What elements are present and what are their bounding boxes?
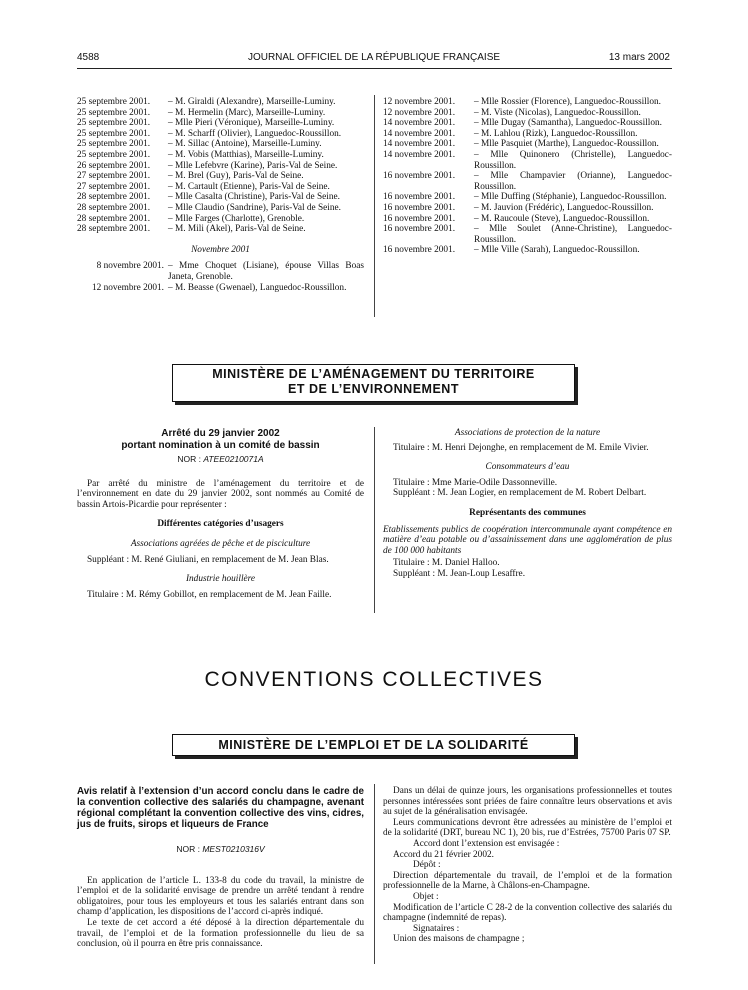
- nomination-date: 25 septembre 2001.: [77, 149, 151, 160]
- titulaire-dejonghe: Titulaire : M. Henri Dejonghe, en remplacement de M. Emile Vivier.: [393, 442, 649, 453]
- subheading-nature: Associations de protection de la nature: [454, 428, 601, 438]
- avis-paragraph-2: Le texte de cet accord a été déposé à la direction départementale du travail, de l’emploi et de la formation professionnelle du lieu de sa conclusion, où il pourra en être pris connaissance.: [77, 917, 364, 950]
- avis-nor: NOR : MEST0210316V: [176, 844, 265, 854]
- nomination-text: – M. Sillac (Antoine), Marseille-Luminy.: [168, 139, 322, 150]
- nomination-date: 12 novembre 2001.: [91, 282, 164, 293]
- nomination-text: – Mlle Dugay (Samantha), Languedoc-Roussillon.: [474, 118, 662, 129]
- nomination-date: 16 novembre 2001.: [383, 213, 456, 224]
- nomination-entry: [77, 150, 364, 161]
- nomination-text: – M. Raucoule (Steve), Languedoc-Roussillon.: [474, 213, 650, 224]
- journal-title: JOURNAL OFFICIEL DE LA RÉPUBLIQUE FRANÇAISE: [247, 52, 501, 63]
- avis-title: Avis relatif à l’extension d’un accord conclu dans le cadre de la convention collective des salariés du champagne, avenant régional complétant la convention collective des vins, cidres, jus de fruits, sirops et liqueurs de France: [77, 786, 364, 830]
- nomination-date: 14 novembre 2001.: [383, 118, 456, 129]
- arrete-nor: NOR : ATEE0210071A: [177, 454, 264, 464]
- avis-signataire-1: Union des maisons de champagne ;: [393, 934, 525, 945]
- subheading-consommateurs: Consommateurs d’eau: [485, 462, 570, 473]
- nomination-text: – Mme Choquet (Lisiane), épouse Villas Boas Janeta, Grenoble.: [168, 261, 364, 282]
- page-number: 4588: [77, 52, 100, 63]
- nomination-text: – M. Hermelin (Marc), Marseille-Luminy.: [168, 107, 326, 118]
- avis-communications: Leurs communications devront être adressées au ministère de l’emploi et de la solidarité (DRT, bureau NC 1), 20 bis, rue d’Estrées, 75700 Paris 07 SP.: [383, 817, 672, 839]
- nomination-date: 26 septembre 2001.: [77, 160, 151, 171]
- nomination-date: 14 novembre 2001.: [383, 139, 456, 150]
- nomination-text: – M. Viste (Nicolas), Languedoc-Roussillon.: [474, 107, 641, 118]
- suppleant-lesaffre: Suppléant : M. Jean-Loup Lesaffre.: [393, 568, 526, 579]
- nomination-date: 28 septembre 2001.: [77, 202, 151, 213]
- nomination-text: – M. Lahlou (Rizk), Languedoc-Roussillon.: [474, 128, 638, 139]
- avis-signataires-label: Signataires :: [413, 923, 460, 934]
- nomination-date: 14 novembre 2001.: [383, 128, 456, 139]
- nomination-text: – Mlle Duffing (Stéphanie), Languedoc-Roussillon.: [474, 192, 667, 203]
- avis-paragraph-1: En application de l’article L. 133-8 du code du travail, la ministre de l’emploi et de la solidarité envisage de prendre un arrêté tendant à rendre obligatoires, pour tous les employeurs et tous les salariés entrant dans son champ d’application, les dispositions de l’accord ci-après indiqué.: [77, 875, 364, 918]
- conventions-collectives-title: CONVENTIONS COLLECTIVES: [204, 668, 544, 691]
- nomination-entry: [383, 150, 672, 171]
- nomination-entry: [383, 245, 672, 256]
- titulaire-halloo: Titulaire : M. Daniel Halloo.: [393, 558, 500, 569]
- nomination-date: 16 novembre 2001.: [383, 224, 456, 235]
- nomination-date: 16 novembre 2001.: [383, 171, 456, 182]
- nomination-text: – Mlle Champavier (Orianne), Languedoc-Roussillon.: [474, 171, 672, 192]
- nomination-entry: [383, 192, 672, 203]
- nomination-date: 28 septembre 2001.: [77, 224, 151, 235]
- nomination-date: 8 novembre 2001.: [96, 261, 164, 272]
- nomination-date: 16 novembre 2001.: [383, 245, 456, 256]
- avis-delai: Dans un délai de quinze jours, les organisations professionnelles et toutes personnes intéressées sont priées de faire connaître leurs observations et avis au sujet de la généralisation envisagée.: [383, 786, 672, 818]
- nomination-entry: [383, 97, 672, 108]
- nomination-date: 16 novembre 2001.: [383, 202, 456, 213]
- avis-objet-text: Modification de l’article C 28-2 de la convention collective des salariés du champagne (indemnité de repas).: [383, 902, 672, 924]
- nomination-entry: [77, 161, 364, 172]
- nomination-entry: [383, 108, 672, 119]
- ministry-line-2: ET DE L’ENVIRONNEMENT: [288, 382, 459, 396]
- nomination-entry: [77, 214, 364, 225]
- nomination-entry: [77, 192, 364, 203]
- nomination-entry: [383, 118, 672, 129]
- nomination-entry: [77, 261, 364, 282]
- column-divider: [374, 427, 375, 613]
- nomination-text: – Mlle Farges (Charlotte), Grenoble.: [168, 213, 305, 224]
- nomination-entry: [383, 171, 672, 192]
- nomination-text: – Mlle Quinonero (Christelle), Languedoc-Roussillon.: [474, 149, 672, 171]
- nomination-date: 14 novembre 2001.: [383, 149, 456, 160]
- nomination-date: 28 septembre 2001.: [77, 192, 151, 203]
- issue-date: 13 mars 2002: [608, 52, 670, 63]
- nomination-text: – Mlle Pieri (Véronique), Marseille-Luminy.: [168, 118, 335, 129]
- subheading-peche: Associations agréées de pêche et de pisciculture: [130, 538, 311, 549]
- nomination-entry: [77, 108, 364, 119]
- nomination-entry: [383, 139, 672, 150]
- nomination-text: – M. Cartault (Etienne), Paris-Val de Seine.: [168, 181, 330, 192]
- arrete-intro: Par arrêté du ministre de l’aménagement du territoire et de l’environnement en date du 29 janvier 2002, sont nommés au Comité de bassin Artois-Picardie pour représenter :: [77, 478, 364, 510]
- nomination-entry: [383, 129, 672, 140]
- nomination-date: 12 novembre 2001.: [383, 107, 456, 118]
- avis-depot-label: Dépôt :: [413, 860, 441, 871]
- titulaire-gobillot: Titulaire : M. Rémy Gobillot, en remplacement de M. Jean Faille.: [87, 589, 332, 600]
- avis-accord-date: Accord du 21 février 2002.: [393, 849, 494, 860]
- nomination-date: 27 septembre 2001.: [77, 181, 151, 192]
- nomination-text: – Mlle Casalta (Christine), Paris-Val de Seine.: [168, 192, 340, 203]
- suppleant-logier: Suppléant : M. Jean Logier, en remplacement de M. Robert Delbart.: [393, 488, 647, 499]
- ministry-emploi-title: MINISTÈRE DE L’EMPLOI ET DE LA SOLIDARITÉ: [218, 738, 529, 752]
- subheading-houillere: Industrie houillère: [185, 574, 256, 585]
- nominations-right-column: [383, 97, 672, 256]
- nomination-date: 16 novembre 2001.: [383, 192, 456, 203]
- nomination-text: – M. Brel (Guy), Paris-Val de Seine.: [168, 171, 304, 182]
- nomination-date: 12 novembre 2001.: [383, 97, 456, 107]
- nomination-text: – M. Jauvion (Frédéric), Languedoc-Roussillon.: [474, 202, 654, 213]
- nomination-entry: [77, 182, 364, 193]
- ministry-emploi-box: [172, 734, 575, 756]
- nomination-text: – M. Scharff (Olivier), Languedoc-Roussillon.: [168, 128, 342, 139]
- avis-right-column: [383, 786, 672, 945]
- nomination-text: – M. Giraldi (Alexandre), Marseille-Luminy.: [168, 97, 336, 107]
- nomination-entry: [77, 224, 364, 235]
- nomination-entry: [77, 171, 364, 182]
- nominations-left-column: [77, 97, 364, 293]
- nomination-entry: [77, 118, 364, 129]
- nomination-entry: [383, 203, 672, 214]
- column-divider: [374, 95, 375, 317]
- arrete-right-column: [383, 428, 672, 580]
- nomination-text: – M. Vobis (Matthias), Marseille-Luminy.: [168, 149, 324, 160]
- arrete-subtitle: portant nomination à un comité de bassin: [121, 439, 320, 451]
- avis-depot-text: Direction départementale du travail, de l’emploi et de la formation professionnelle de la Marne, à Châlons-en-Champagne.: [383, 870, 672, 892]
- nomination-date: 25 septembre 2001.: [77, 139, 151, 150]
- nomination-text: – Mlle Rossier (Florence), Languedoc-Roussillon.: [474, 97, 661, 107]
- suppleant-giuliani: Suppléant : M. René Giuliani, en remplacement de M. Jean Blas.: [87, 554, 329, 565]
- nomination-date: 28 septembre 2001.: [77, 213, 151, 224]
- nomination-text: – Mlle Claudio (Sandrine), Paris-Val de Seine.: [168, 202, 341, 213]
- nomination-entry: [77, 203, 364, 214]
- titulaire-dassonneville: Titulaire : Mme Marie-Odile Dassonneville.: [393, 477, 558, 488]
- page-header: [0, 52, 748, 66]
- ministry-line-1: MINISTÈRE DE L’AMÉNAGEMENT DU TERRITOIRE: [212, 367, 535, 381]
- arrete-left-column: [77, 428, 364, 600]
- avis-objet-label: Objet :: [413, 891, 439, 902]
- nomination-date: 25 septembre 2001.: [77, 118, 151, 129]
- categories-heading: Différentes catégories d’usagers: [157, 519, 284, 530]
- etablissements-heading: Etablissements publics de coopération intercommunale ayant compétence en matière d’eau potable ou d’assainissement dans une agglomération de plus de 100 000 habitants: [383, 524, 672, 556]
- nomination-text: – Mlle Ville (Sarah), Languedoc-Roussillon.: [474, 245, 640, 256]
- nomination-text: – Mlle Pasquiet (Marthe), Languedoc-Roussillon.: [474, 139, 659, 150]
- header-rule: [77, 68, 672, 69]
- nomination-text: – M. Mili (Akel), Paris-Val de Seine.: [168, 224, 306, 235]
- nomination-date: 25 septembre 2001.: [77, 128, 151, 139]
- november-heading: Novembre 2001: [191, 244, 250, 255]
- avis-accord-label: Accord dont l’extension est envisagée :: [413, 838, 560, 849]
- communes-heading: Représentants des communes: [469, 507, 586, 518]
- arrete-title: Arrêté du 29 janvier 2002: [161, 428, 280, 439]
- nomination-entry: [77, 283, 364, 294]
- nomination-entry: [77, 139, 364, 150]
- avis-left-column: [77, 786, 364, 950]
- nomination-date: 25 septembre 2001.: [77, 97, 151, 107]
- nomination-text: – M. Beasse (Gwenael), Languedoc-Roussillon.: [168, 282, 347, 293]
- nomination-date: 27 septembre 2001.: [77, 171, 151, 182]
- nomination-entry: [383, 214, 672, 225]
- nomination-entry: [77, 97, 364, 108]
- column-divider: [374, 784, 375, 964]
- ministry-environment-box: [172, 364, 575, 402]
- nomination-entry: [383, 224, 672, 245]
- nomination-text: – Mlle Lefebvre (Karine), Paris-Val de Seine.: [168, 160, 338, 171]
- nomination-entry: [77, 129, 364, 140]
- nomination-date: 25 septembre 2001.: [77, 107, 151, 118]
- nomination-text: – Mlle Soulet (Anne-Christine), Languedoc-Roussillon.: [474, 224, 672, 245]
